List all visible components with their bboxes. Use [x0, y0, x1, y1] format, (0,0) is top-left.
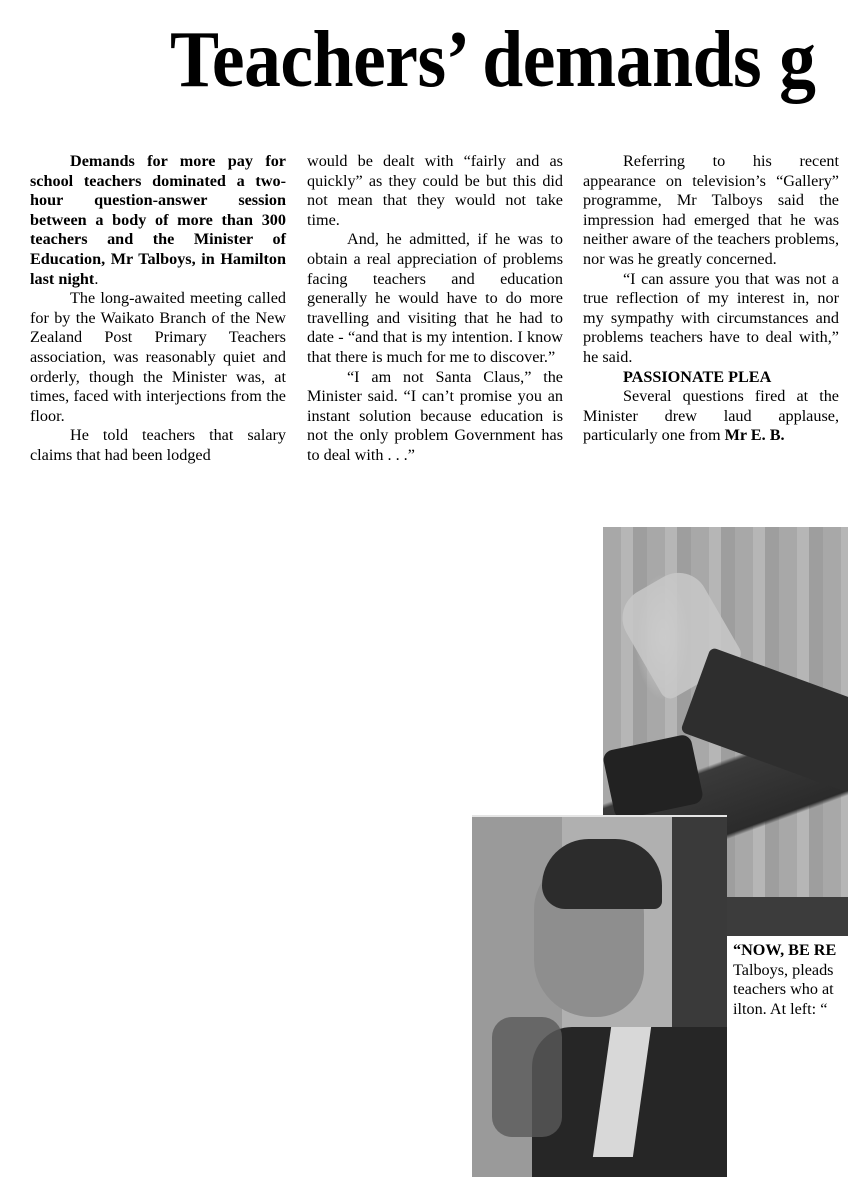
caption-line: “NOW, BE RE	[733, 941, 837, 959]
lead-period: .	[94, 269, 99, 288]
article-column-2	[307, 152, 563, 466]
photo-microphone	[603, 733, 704, 820]
caption-line: ilton. At left: “	[733, 999, 828, 1018]
paragraph-text: Several questions fired at the Minister drew laud applause, particularly one from	[583, 387, 839, 445]
lead-paragraph	[30, 152, 286, 289]
paragraph	[583, 387, 839, 446]
article-column-3	[583, 152, 839, 446]
paragraph: The long-awaited meeting called for by the Waikato Branch of the New Zealand Post Primary Teachers association, was reasonably quiet and orderly, though the Minister was, at times, faced with interjections from the floor.	[30, 289, 286, 425]
paragraph: And, he admitted, if he was to obtain a real appreciation of problems facing teachers and education generally he would have to do more travelling and visiting that he had to date - “and that is my intention. I know that there is much for me to discover.”	[307, 230, 563, 366]
subheading: PASSIONATE PLEA	[623, 367, 772, 386]
paragraph: Referring to his recent appearance on television’s “Gallery” programme, Mr Talboys said the impression had emerged that he was neither aware of the teachers problems, nor was he greatly concerned.	[583, 152, 839, 268]
photo-hair	[542, 839, 662, 909]
headline: Teachers’ demands g	[170, 16, 816, 104]
article-column-1	[30, 152, 286, 466]
caption-line: Talboys, pleads	[733, 960, 834, 979]
paragraph: He told teachers that salary claims that had been lodged	[30, 426, 286, 464]
paragraph: “I am not Santa Claus,” the Minister said. “I can’t promise you an instant solution because education is not the only problem Government has to deal with . . .”	[307, 367, 563, 464]
paragraph: “I can assure you that was not a true reflection of my interest in, nor my sympathy with circumstances and problems teachers have to deal with,” he said.	[583, 269, 839, 366]
paragraph: would be dealt with “fairly and as quickly” as they could be but this did not mean that they would not take time.	[307, 152, 563, 229]
photo-hands	[492, 1017, 562, 1137]
lead-text: Demands for more pay for school teachers dominated a two-hour question-answer session between a body of more than 300 teachers and the Minister of Education, Mr Talboys, in Hamilton last night	[30, 152, 286, 288]
speaker-name: Mr E. B.	[724, 426, 785, 445]
photo-sleeve	[680, 647, 848, 793]
caption-line: teachers who at	[733, 980, 834, 999]
photo-minister-profile	[472, 815, 727, 1177]
photo-caption	[733, 941, 848, 1019]
